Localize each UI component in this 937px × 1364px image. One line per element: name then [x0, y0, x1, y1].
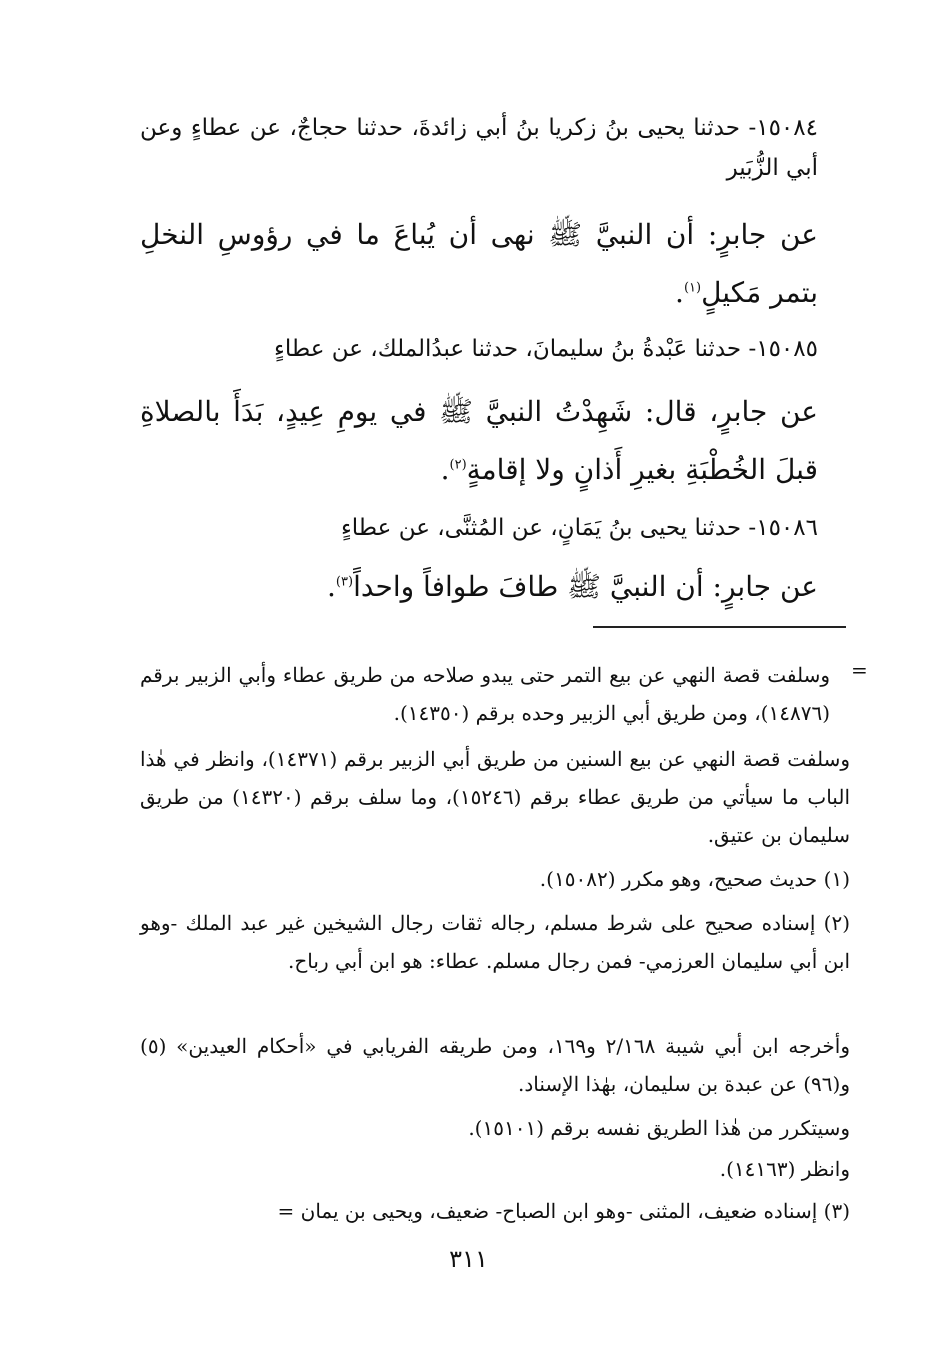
footnote-paragraph: وسلفت قصة النهي عن بيع التمر حتى يبدو صلاحه من طريق عطاء وأبي الزبير برقم (١٤٨٧٦)، ومن طريق أبي الزبير وحده برقم (١٤٣٥٠).: [140, 663, 831, 725]
footnote-separator: [593, 626, 846, 628]
matn-text: عن جابرٍ، قال: شَهِدْتُ النبيَّ ﷺ في يومِ عِيدٍ، بَدَأَ بالصلاةِ قبلَ الخُطْبَةِ بغيرِ أَذانٍ ولا إقامةٍ: [140, 395, 818, 486]
matn-end: .: [327, 570, 336, 603]
hadith-matn: [140, 383, 818, 499]
hadith-isnad: ١٥٠٨٤- حدثنا يحيى بنُ زكريا بنُ أبي زائدةَ، حدثنا حجاجٌ، عن عطاءٍ وعن أبي الزُّبَير: [140, 115, 818, 181]
footnote-paragraph: وأخرجه ابن أبي شيبة ٢/١٦٨ و١٦٩، ومن طريقه الفريابي في «أحكام العيدين» (٥) و(٩٦) عن عبدة بن سليمان، بهٰذا الإسناد.: [140, 1034, 851, 1096]
footnote-paragraph: وسيتكرر من هٰذا الطريق نفسه برقم (١٥١٠١).: [468, 1116, 850, 1140]
matn-text: عن جابرٍ: أن النبيَّ ﷺ طافَ طوافاً واحداً: [353, 570, 818, 603]
continuation-mark: =: [851, 658, 868, 682]
footnote-ref: (٢): [449, 457, 467, 473]
footnote-ref: (١): [683, 280, 702, 296]
hadith-matn: [140, 558, 818, 616]
footnote-paragraph: (١) حديث صحيح، وهو مكرر (١٥٠٨٢).: [539, 867, 850, 891]
hadith-matn: [140, 206, 818, 322]
footnote-ref: (٣): [335, 574, 354, 590]
footnote-paragraph: وسلفت قصة النهي عن بيع السنين من طريق أبي الزبير برقم (١٤٣٧١)، وانظر في هٰذا الباب ما سيأتي من طريق عطاء برقم (١٥٢٤٦)، وما سلف برقم (١٤٣٢٠) من طريق سليمان بن عتيق.: [140, 747, 850, 847]
hadith-isnad: ١٥٠٨٦- حدثنا يحيى بنُ يَمَانٍ، عن المُثنَّى، عن عطاءٍ: [340, 515, 818, 541]
footnote-paragraph: وانظر (١٤١٦٣).: [719, 1157, 850, 1181]
footnote-paragraph: (٢) إسناده صحيح على شرط مسلم، رجاله ثقات رجال الشيخين غير عبد الملك -وهو ابن أبي سليمان العرزمي- فمن رجال مسلم. عطاء: هو ابن أبي رباح.: [140, 911, 850, 973]
hadith-isnad: ١٥٠٨٥- حدثنا عَبْدةُ بنُ سليمانَ، حدثنا عبدُالملك، عن عطاءٍ: [274, 336, 818, 362]
matn-text: عن جابرٍ: أن النبيَّ ﷺ نهى أن يُباعَ ما في رؤوسِ النخلِ بتمر مَكيلٍ: [140, 218, 818, 309]
matn-end: .: [440, 453, 450, 486]
page-number: ٣١١: [449, 1245, 488, 1273]
footnote-paragraph: (٣) إسناده ضعيف، المثنى -وهو ابن الصباح- ضعيف، ويحيى بن يمان =: [277, 1199, 850, 1223]
matn-end: .: [675, 276, 684, 309]
